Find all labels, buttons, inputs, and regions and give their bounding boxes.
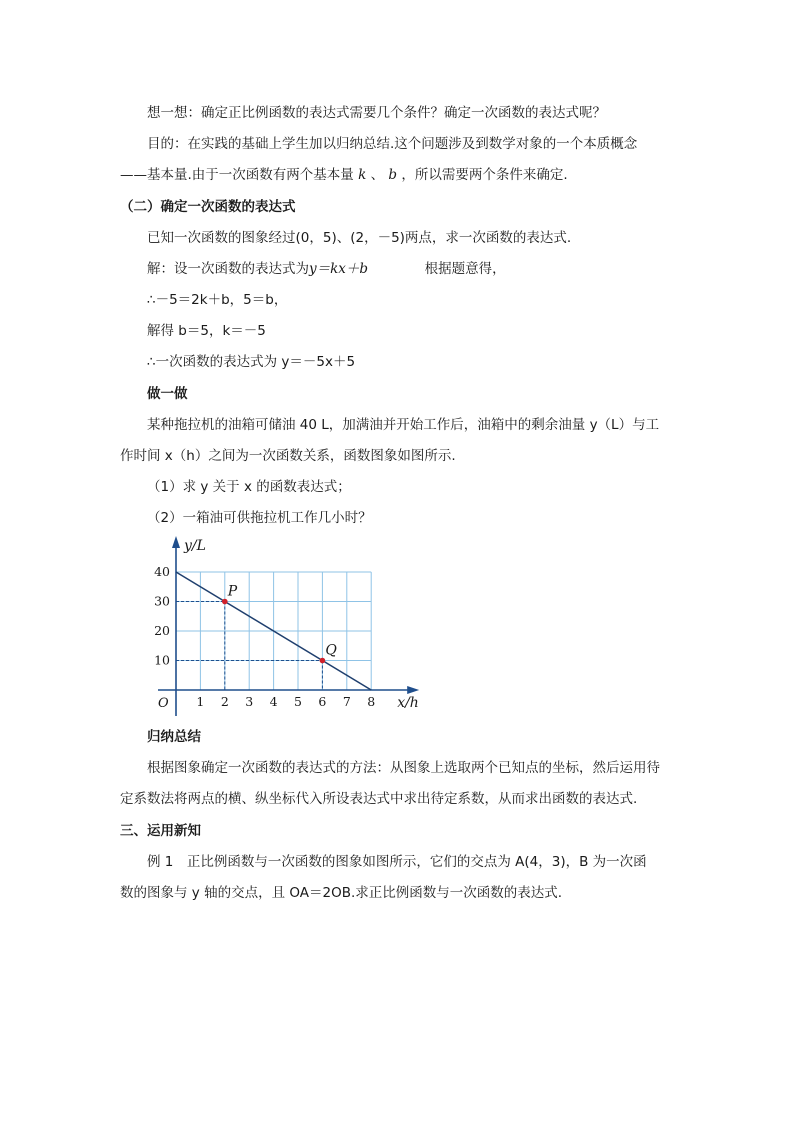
y-tick-label: 40 [154, 564, 170, 579]
x-tick-label: 4 [269, 694, 278, 709]
think-question: 想一想：确定正比例函数的表达式需要几个条件？确定一次函数的表达式呢？ [147, 105, 606, 121]
y-axis-label: y/L [184, 538, 206, 554]
purpose-line-1: 目的：在实践的基础上学生加以归纳总结.这个问题涉及到数学对象的一个本质概念 [147, 136, 638, 152]
example-1-line-1: 例 1 正比例函数与一次函数的图象如图所示，它们的交点为 A(4，3)，B 为一次函 [147, 854, 647, 870]
point-label: P [227, 583, 238, 600]
x-axis-label: x/h [397, 695, 419, 711]
x-axis-arrow [407, 686, 419, 694]
practice-question-2: （2）一箱油可供拖拉机工作几小时？ [147, 510, 372, 526]
solution-solve: 解得 b＝5，k＝－5 [147, 323, 266, 339]
example-1-line-2: 数的图象与 y 轴的交点，且 OA＝2OB.求正比例函数与一次函数的表达式. [120, 885, 563, 901]
practice-question-1: （1）求 y 关于 x 的函数表达式； [147, 479, 351, 495]
solution-setup: 解：设一次函数的表达式为y＝kx＋b 根据题意得， [147, 261, 506, 277]
practice-text-1: 某种拖拉机的油箱可储油 40 L，加满油并开始工作后，油箱中的剩余油量 y（L）与工 [147, 417, 660, 433]
y-tick-label: 30 [154, 593, 170, 609]
y-tick-label: 10 [154, 652, 170, 668]
section-heading-determine: （二）确定一次函数的表达式 [120, 199, 296, 215]
y-axis-arrow [172, 536, 180, 548]
x-tick-label: 6 [318, 694, 327, 709]
practice-text-2: 作时间 x（h）之间为一次函数关系，函数图象如图所示. [120, 448, 456, 464]
data-point [320, 658, 326, 664]
x-tick-label: 7 [342, 694, 351, 709]
data-point [222, 599, 228, 605]
x-tick-label: 8 [367, 694, 376, 709]
problem-statement: 已知一次函数的图象经过(0，5)、(2，－5)两点，求一次函数的表达式. [147, 230, 572, 246]
origin-label: O [158, 696, 169, 711]
point-label: Q [325, 642, 337, 659]
x-tick-label: 1 [196, 694, 205, 709]
practice-heading: 做一做 [147, 386, 188, 402]
summary-text-2: 定系数法将两点的横、纵坐标代入所设表达式中求出待定系数，从而求出函数的表达式. [120, 791, 638, 807]
purpose-line-2: ——基本量.由于一次函数有两个基本量 k 、 b ，所以需要两个条件来确定. [120, 167, 568, 183]
solution-result: ∴一次函数的表达式为 y＝－5x＋5 [147, 354, 356, 370]
fuel-chart [140, 530, 440, 720]
x-tick-label: 3 [245, 694, 254, 709]
x-tick-label: 5 [294, 694, 302, 709]
y-tick-label: 20 [154, 623, 170, 638]
solution-equations: ∴－5＝2k＋b，5＝b， [147, 292, 288, 308]
x-tick-label: 2 [220, 694, 229, 709]
section-heading-apply: 三、运用新知 [120, 823, 201, 839]
summary-heading: 归纳总结 [147, 729, 201, 745]
summary-text-1: 根据图象确定一次函数的表达式的方法：从图象上选取两个已知点的坐标，然后运用待 [147, 760, 660, 776]
